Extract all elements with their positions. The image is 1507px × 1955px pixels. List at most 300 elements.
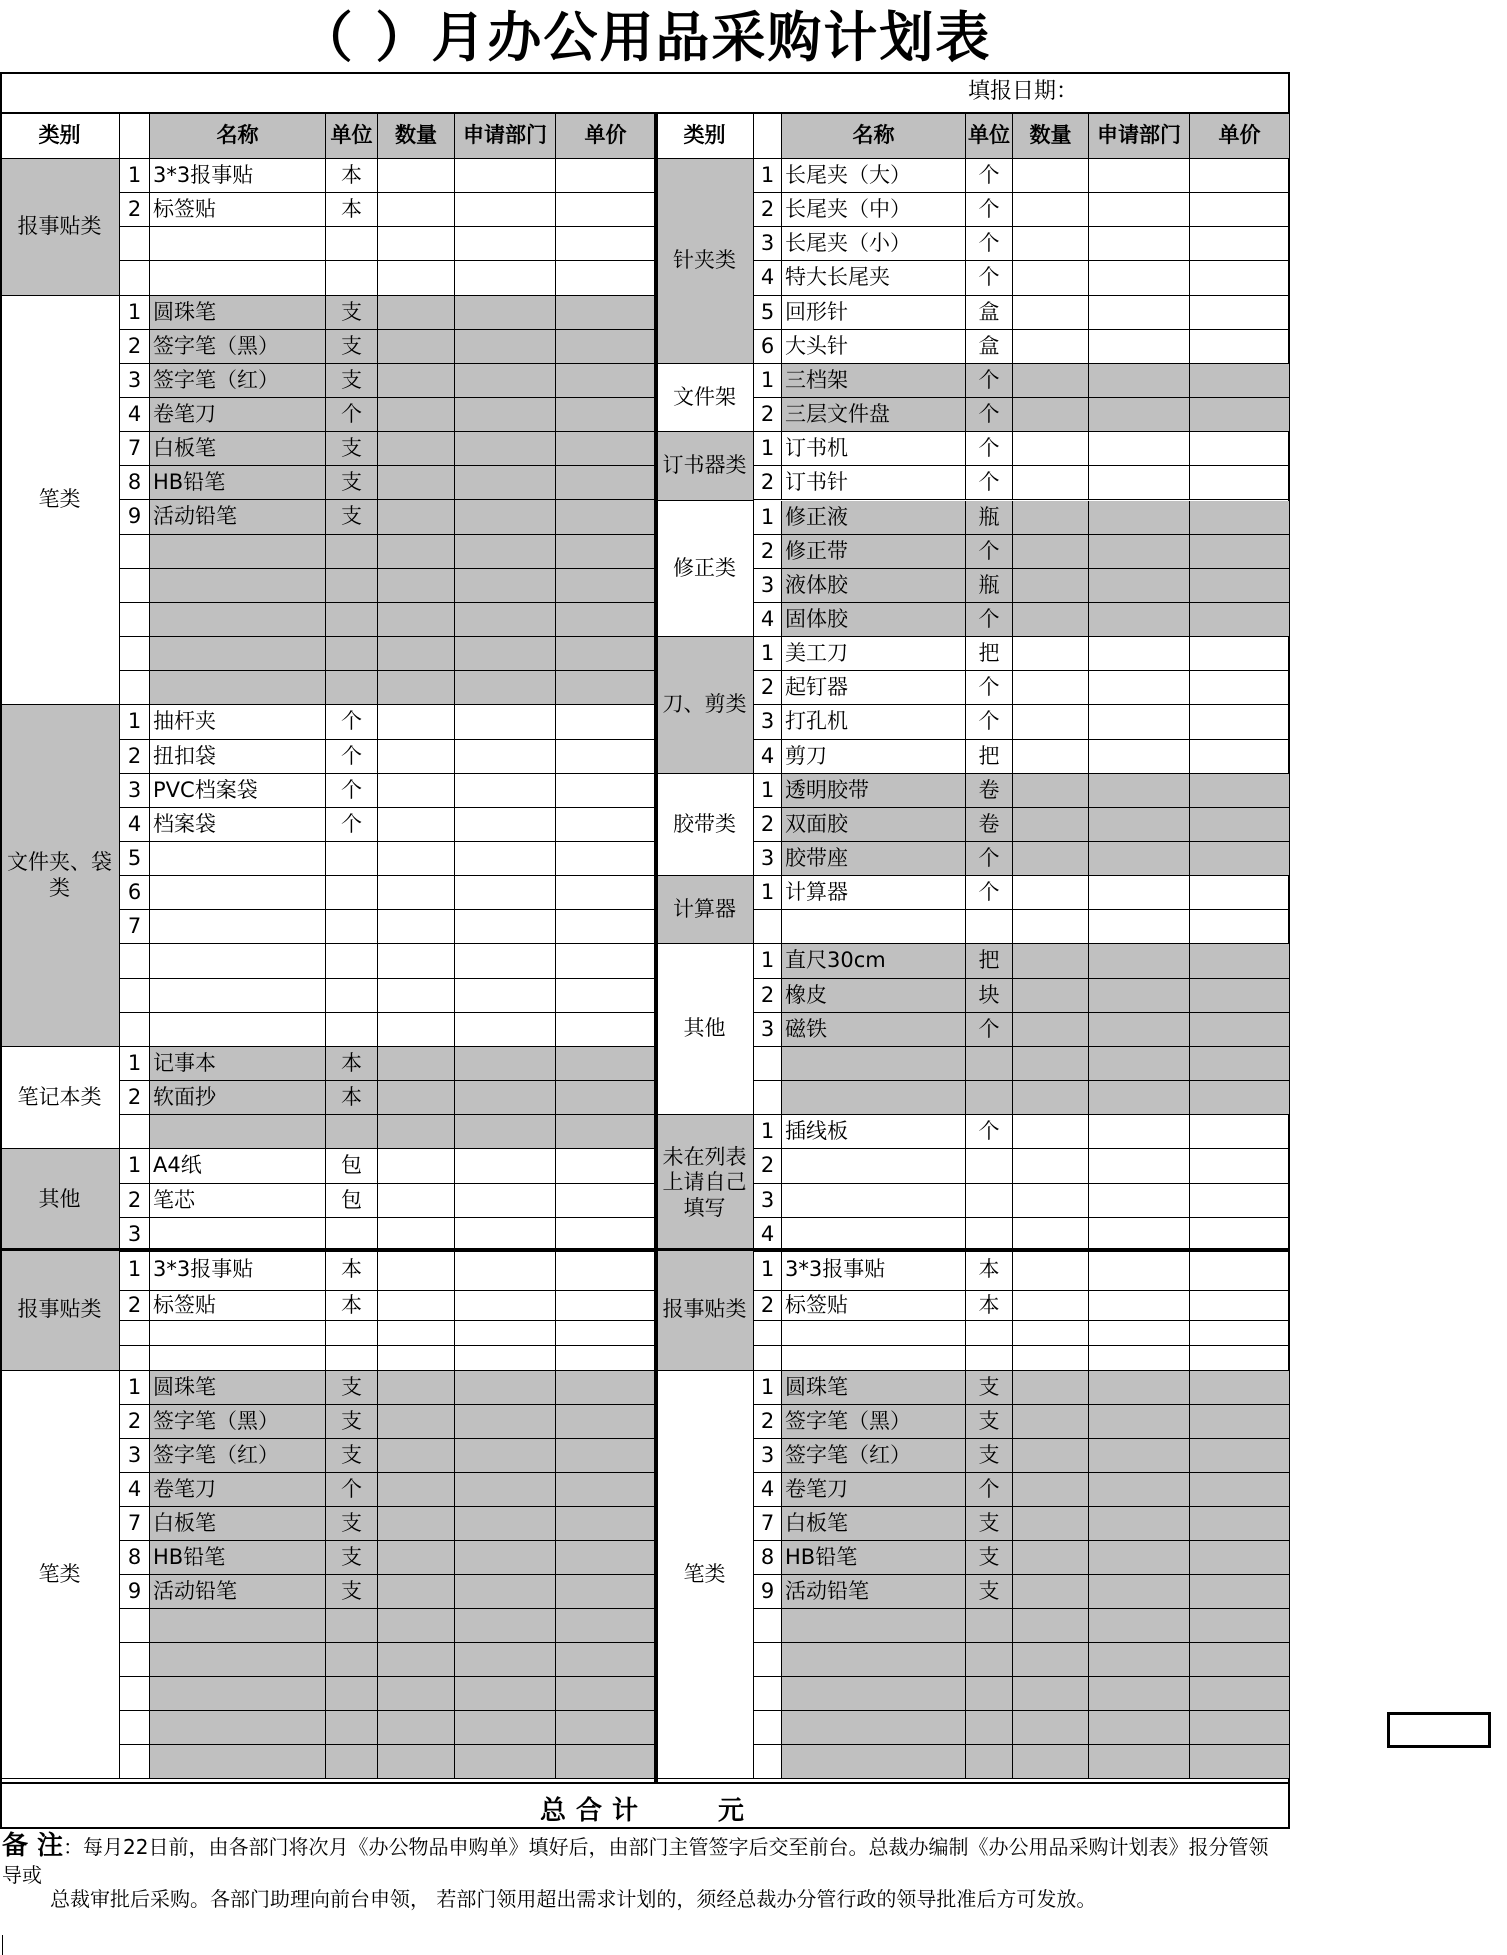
bottom-left-quantity-input[interactable] <box>378 1321 455 1346</box>
left-department-input[interactable] <box>455 979 556 1013</box>
bottom-right-row-no <box>754 1346 782 1371</box>
left-department-input[interactable] <box>455 569 556 603</box>
bottom-right-price-input[interactable] <box>1190 1745 1290 1779</box>
right-price-input[interactable] <box>1190 1047 1290 1081</box>
bottom-right-quantity-input[interactable] <box>1013 1575 1089 1609</box>
bottom-right-price-input[interactable] <box>1190 1346 1290 1371</box>
bottom-right-department-input[interactable] <box>1089 1321 1190 1346</box>
left-price-input[interactable] <box>556 398 656 432</box>
left-quantity-input[interactable] <box>378 876 455 910</box>
left-quantity-input[interactable] <box>378 979 455 1013</box>
right-department-input[interactable] <box>1089 193 1190 227</box>
bottom-right-quantity-input[interactable] <box>1013 1371 1089 1405</box>
left-price-input[interactable] <box>556 808 656 842</box>
bottom-left-department-input[interactable] <box>455 1250 556 1291</box>
right-quantity-input[interactable] <box>1013 808 1089 842</box>
right-department-input[interactable] <box>1089 432 1190 466</box>
left-quantity-input[interactable] <box>378 261 455 296</box>
bottom-left-quantity-input[interactable] <box>378 1745 455 1779</box>
left-department-input[interactable] <box>455 159 556 193</box>
left-department-input[interactable] <box>455 808 556 842</box>
right-quantity-input[interactable] <box>1013 603 1089 637</box>
left-quantity-input[interactable] <box>378 1081 455 1115</box>
bottom-left-quantity-input[interactable] <box>378 1250 455 1291</box>
left-price-input[interactable] <box>556 261 656 296</box>
right-quantity-input[interactable] <box>1013 979 1089 1013</box>
left-quantity-input[interactable] <box>378 330 455 364</box>
left-quantity-input[interactable] <box>378 398 455 432</box>
right-department-input[interactable] <box>1089 1184 1190 1218</box>
right-price-input[interactable] <box>1190 979 1290 1013</box>
right-department-input[interactable] <box>1089 227 1190 261</box>
right-department-input[interactable] <box>1089 398 1190 432</box>
bottom-left-price-input[interactable] <box>556 1745 656 1779</box>
left-price-input[interactable] <box>556 1149 656 1184</box>
left-quantity-input[interactable] <box>378 227 455 261</box>
left-department-input[interactable] <box>455 740 556 774</box>
bottom-right-department-input[interactable] <box>1089 1609 1190 1643</box>
left-department-input[interactable] <box>455 944 556 979</box>
left-price-input[interactable] <box>556 569 656 603</box>
bottom-right-quantity-input[interactable] <box>1013 1745 1089 1779</box>
right-quantity-input[interactable] <box>1013 637 1089 671</box>
left-department-input[interactable] <box>455 671 556 705</box>
right-item-unit <box>966 1081 1013 1115</box>
bottom-left-department-input[interactable] <box>455 1745 556 1779</box>
bottom-left-department-input[interactable] <box>455 1439 556 1473</box>
bottom-left-price-input[interactable] <box>556 1711 656 1745</box>
right-department-input[interactable] <box>1089 842 1190 876</box>
left-quantity-input[interactable] <box>378 705 455 740</box>
left-quantity-input[interactable] <box>378 1218 455 1252</box>
left-department-input[interactable] <box>455 466 556 500</box>
left-department-input[interactable] <box>455 1218 556 1252</box>
bottom-left-quantity-input[interactable] <box>378 1473 455 1507</box>
bottom-right-price-input[interactable] <box>1190 1507 1290 1541</box>
left-price-input[interactable] <box>556 671 656 705</box>
bottom-left-quantity-input[interactable] <box>378 1677 455 1711</box>
left-price-input[interactable] <box>556 979 656 1013</box>
right-price-input[interactable] <box>1190 569 1290 603</box>
bottom-right-item-name: 3*3报事贴 <box>782 1250 966 1291</box>
right-quantity-input[interactable] <box>1013 1047 1089 1081</box>
right-price-input[interactable] <box>1190 671 1290 705</box>
right-department-input[interactable] <box>1089 979 1190 1013</box>
left-price-input[interactable] <box>556 603 656 637</box>
left-quantity-input[interactable] <box>378 740 455 774</box>
bottom-right-price-input[interactable] <box>1190 1677 1290 1711</box>
right-price-input[interactable] <box>1190 296 1290 330</box>
bottom-left-quantity-input[interactable] <box>378 1643 455 1677</box>
right-quantity-input[interactable] <box>1013 364 1089 398</box>
right-department-input[interactable] <box>1089 603 1190 637</box>
right-department-input[interactable] <box>1089 1081 1190 1115</box>
right-price-input[interactable] <box>1190 842 1290 876</box>
right-quantity-input[interactable] <box>1013 501 1089 535</box>
left-price-input[interactable] <box>556 876 656 910</box>
bottom-right-department-input[interactable] <box>1089 1346 1190 1371</box>
bottom-right-price-input[interactable] <box>1190 1439 1290 1473</box>
left-department-input[interactable] <box>455 330 556 364</box>
bottom-right-quantity-input[interactable] <box>1013 1473 1089 1507</box>
right-price-input[interactable] <box>1190 261 1290 296</box>
right-department-input[interactable] <box>1089 1115 1190 1149</box>
left-price-input[interactable] <box>556 842 656 876</box>
right-department-input[interactable] <box>1089 296 1190 330</box>
bottom-left-price-input[interactable] <box>556 1346 656 1371</box>
left-price-input[interactable] <box>556 364 656 398</box>
bottom-left-quantity-input[interactable] <box>378 1405 455 1439</box>
right-price-input[interactable] <box>1190 432 1290 466</box>
bottom-left-department-input[interactable] <box>455 1473 556 1507</box>
left-quantity-input[interactable] <box>378 535 455 569</box>
right-department-input[interactable] <box>1089 637 1190 671</box>
right-department-input[interactable] <box>1089 364 1190 398</box>
left-price-input[interactable] <box>556 774 656 808</box>
right-department-input[interactable] <box>1089 535 1190 569</box>
bottom-left-department-input[interactable] <box>455 1711 556 1745</box>
bottom-right-department-input[interactable] <box>1089 1507 1190 1541</box>
bottom-right-quantity-input[interactable] <box>1013 1291 1089 1321</box>
right-price-input[interactable] <box>1190 876 1290 910</box>
bottom-left-quantity-input[interactable] <box>378 1439 455 1473</box>
left-quantity-input[interactable] <box>378 671 455 705</box>
bottom-left-quantity-input[interactable] <box>378 1291 455 1321</box>
bottom-left-quantity-input[interactable] <box>378 1346 455 1371</box>
left-quantity-input[interactable] <box>378 774 455 808</box>
right-price-input[interactable] <box>1190 944 1290 979</box>
right-price-input[interactable] <box>1190 910 1290 944</box>
bottom-left-row-no <box>120 1321 150 1346</box>
right-department-input[interactable] <box>1089 1047 1190 1081</box>
right-department-input[interactable] <box>1089 261 1190 296</box>
bottom-right-price-input[interactable] <box>1190 1291 1290 1321</box>
left-price-input[interactable] <box>556 1047 656 1081</box>
left-department-input[interactable] <box>455 500 556 535</box>
right-department-input[interactable] <box>1089 876 1190 910</box>
right-quantity-input[interactable] <box>1013 569 1089 603</box>
right-department-input[interactable] <box>1089 705 1190 740</box>
bottom-left-quantity-input[interactable] <box>378 1371 455 1405</box>
left-department-input[interactable] <box>455 603 556 637</box>
right-quantity-input[interactable] <box>1013 671 1089 705</box>
right-department-input[interactable] <box>1089 330 1190 364</box>
right-quantity-input[interactable] <box>1013 1013 1089 1047</box>
left-price-input[interactable] <box>556 227 656 261</box>
right-quantity-input[interactable] <box>1013 944 1089 979</box>
left-row-no <box>120 944 150 979</box>
right-quantity-input[interactable] <box>1013 740 1089 774</box>
right-quantity-input[interactable] <box>1013 1184 1089 1218</box>
left-quantity-input[interactable] <box>378 944 455 979</box>
right-quantity-input[interactable] <box>1013 227 1089 261</box>
left-quantity-input[interactable] <box>378 808 455 842</box>
left-price-input[interactable] <box>556 159 656 193</box>
bottom-left-department-input[interactable] <box>455 1291 556 1321</box>
bottom-right-price-input[interactable] <box>1190 1405 1290 1439</box>
bottom-left-price-input[interactable] <box>556 1677 656 1711</box>
right-quantity-input[interactable] <box>1013 1149 1089 1184</box>
bottom-right-price-input[interactable] <box>1190 1473 1290 1507</box>
bottom-right-department-input[interactable] <box>1089 1291 1190 1321</box>
bottom-left-department-input[interactable] <box>455 1575 556 1609</box>
right-quantity-input[interactable] <box>1013 774 1089 808</box>
left-quantity-input[interactable] <box>378 637 455 671</box>
bottom-left-price-input[interactable] <box>556 1405 656 1439</box>
bottom-right-quantity-input[interactable] <box>1013 1507 1089 1541</box>
right-price-input[interactable] <box>1190 637 1290 671</box>
bottom-right-quantity-input[interactable] <box>1013 1346 1089 1371</box>
left-price-input[interactable] <box>556 466 656 500</box>
left-quantity-input[interactable] <box>378 1047 455 1081</box>
right-price-input[interactable] <box>1190 501 1290 535</box>
right-price-input[interactable] <box>1190 398 1290 432</box>
bottom-left-department-input[interactable] <box>455 1643 556 1677</box>
right-quantity-input[interactable] <box>1013 1081 1089 1115</box>
right-price-input[interactable] <box>1190 159 1290 193</box>
left-department-input[interactable] <box>455 1184 556 1218</box>
bottom-right-quantity-input[interactable] <box>1013 1643 1089 1677</box>
bottom-right-department-input[interactable] <box>1089 1541 1190 1575</box>
bottom-right-department-input[interactable] <box>1089 1575 1190 1609</box>
left-price-input[interactable] <box>556 637 656 671</box>
bottom-left-quantity-input[interactable] <box>378 1609 455 1643</box>
left-quantity-input[interactable] <box>378 1149 455 1184</box>
bottom-left-quantity-input[interactable] <box>378 1711 455 1745</box>
right-quantity-input[interactable] <box>1013 296 1089 330</box>
bottom-left-department-input[interactable] <box>455 1677 556 1711</box>
right-price-input[interactable] <box>1190 1081 1290 1115</box>
bottom-left-quantity-input[interactable] <box>378 1507 455 1541</box>
bottom-left-department-input[interactable] <box>455 1371 556 1405</box>
left-price-input[interactable] <box>556 500 656 535</box>
left-quantity-input[interactable] <box>378 193 455 227</box>
left-price-input[interactable] <box>556 432 656 466</box>
left-price-input[interactable] <box>556 944 656 979</box>
right-department-input[interactable] <box>1089 1218 1190 1252</box>
right-quantity-input[interactable] <box>1013 159 1089 193</box>
right-item-name: 订书针 <box>782 466 966 500</box>
left-department-input[interactable] <box>455 774 556 808</box>
left-price-input[interactable] <box>556 1013 656 1047</box>
left-quantity-input[interactable] <box>378 159 455 193</box>
right-department-input[interactable] <box>1089 740 1190 774</box>
left-department-input[interactable] <box>455 296 556 330</box>
right-quantity-input[interactable] <box>1013 876 1089 910</box>
bottom-right-quantity-input[interactable] <box>1013 1609 1089 1643</box>
right-price-input[interactable] <box>1190 603 1290 637</box>
bottom-left-price-input[interactable] <box>556 1575 656 1609</box>
bottom-right-quantity-input[interactable] <box>1013 1439 1089 1473</box>
left-department-input[interactable] <box>455 705 556 740</box>
right-quantity-input[interactable] <box>1013 330 1089 364</box>
right-price-input[interactable] <box>1190 1184 1290 1218</box>
left-quantity-input[interactable] <box>378 1184 455 1218</box>
left-quantity-input[interactable] <box>378 364 455 398</box>
bottom-left-price-input[interactable] <box>556 1541 656 1575</box>
right-price-input[interactable] <box>1190 740 1290 774</box>
bottom-left-price-input[interactable] <box>556 1439 656 1473</box>
left-quantity-input[interactable] <box>378 910 455 944</box>
right-department-input[interactable] <box>1089 159 1190 193</box>
right-quantity-input[interactable] <box>1013 1218 1089 1252</box>
left-quantity-input[interactable] <box>378 500 455 535</box>
right-department-input[interactable] <box>1089 1149 1190 1184</box>
left-price-input[interactable] <box>556 1115 656 1149</box>
right-department-input[interactable] <box>1089 808 1190 842</box>
left-quantity-input[interactable] <box>378 603 455 637</box>
bottom-right-price-input[interactable] <box>1190 1541 1290 1575</box>
bottom-right-quantity-input[interactable] <box>1013 1541 1089 1575</box>
bottom-left-price-input[interactable] <box>556 1609 656 1643</box>
right-header-price: 单价 <box>1190 114 1290 159</box>
left-quantity-input[interactable] <box>378 1013 455 1047</box>
right-quantity-input[interactable] <box>1013 705 1089 740</box>
right-price-input[interactable] <box>1190 808 1290 842</box>
right-department-input[interactable] <box>1089 501 1190 535</box>
right-department-input[interactable] <box>1089 671 1190 705</box>
left-item-unit: 本 <box>326 1081 378 1115</box>
bottom-right-department-input[interactable] <box>1089 1677 1190 1711</box>
right-quantity-input[interactable] <box>1013 910 1089 944</box>
bottom-right-department-input[interactable] <box>1089 1405 1190 1439</box>
left-department-input[interactable] <box>455 432 556 466</box>
bottom-right-department-input[interactable] <box>1089 1371 1190 1405</box>
left-department-input[interactable] <box>455 1081 556 1115</box>
right-price-input[interactable] <box>1190 1149 1290 1184</box>
right-quantity-input[interactable] <box>1013 432 1089 466</box>
bottom-right-quantity-input[interactable] <box>1013 1405 1089 1439</box>
left-price-input[interactable] <box>556 1184 656 1218</box>
left-department-input[interactable] <box>455 637 556 671</box>
left-quantity-input[interactable] <box>378 466 455 500</box>
left-department-input[interactable] <box>455 261 556 296</box>
bottom-right-quantity-input[interactable] <box>1013 1321 1089 1346</box>
left-department-input[interactable] <box>455 1047 556 1081</box>
bottom-right-price-input[interactable] <box>1190 1371 1290 1405</box>
bottom-right-department-input[interactable] <box>1089 1711 1190 1745</box>
bottom-left-price-input[interactable] <box>556 1321 656 1346</box>
right-price-input[interactable] <box>1190 1218 1290 1252</box>
bottom-right-department-input[interactable] <box>1089 1643 1190 1677</box>
left-department-input[interactable] <box>455 1149 556 1184</box>
right-department-input[interactable] <box>1089 569 1190 603</box>
bottom-left-department-input[interactable] <box>455 1405 556 1439</box>
left-department-input[interactable] <box>455 1115 556 1149</box>
left-quantity-input[interactable] <box>378 569 455 603</box>
right-department-input[interactable] <box>1089 1013 1190 1047</box>
right-price-input[interactable] <box>1190 193 1290 227</box>
bottom-right-quantity-input[interactable] <box>1013 1250 1089 1291</box>
bottom-left-department-input[interactable] <box>455 1609 556 1643</box>
left-price-input[interactable] <box>556 740 656 774</box>
bottom-right-price-input[interactable] <box>1190 1711 1290 1745</box>
right-price-input[interactable] <box>1190 330 1290 364</box>
left-department-input[interactable] <box>455 910 556 944</box>
left-item-unit <box>326 569 378 603</box>
left-department-input[interactable] <box>455 364 556 398</box>
bottom-left-price-input[interactable] <box>556 1473 656 1507</box>
left-quantity-input[interactable] <box>378 1115 455 1149</box>
right-price-input[interactable] <box>1190 535 1290 569</box>
right-quantity-input[interactable] <box>1013 535 1089 569</box>
left-department-input[interactable] <box>455 535 556 569</box>
left-department-input[interactable] <box>455 227 556 261</box>
right-price-input[interactable] <box>1190 774 1290 808</box>
left-quantity-input[interactable] <box>378 842 455 876</box>
right-quantity-input[interactable] <box>1013 842 1089 876</box>
bottom-right-price-input[interactable] <box>1190 1643 1290 1677</box>
right-department-input[interactable] <box>1089 910 1190 944</box>
left-price-input[interactable] <box>556 330 656 364</box>
bottom-left-price-input[interactable] <box>556 1507 656 1541</box>
right-quantity-input[interactable] <box>1013 466 1089 500</box>
right-quantity-input[interactable] <box>1013 398 1089 432</box>
left-price-input[interactable] <box>556 296 656 330</box>
bottom-right-price-input[interactable] <box>1190 1250 1290 1291</box>
right-price-input[interactable] <box>1190 705 1290 740</box>
bottom-left-price-input[interactable] <box>556 1291 656 1321</box>
bottom-right-price-input[interactable] <box>1190 1575 1290 1609</box>
left-price-input[interactable] <box>556 1081 656 1115</box>
right-row-no: 1 <box>754 364 782 398</box>
right-price-input[interactable] <box>1190 1013 1290 1047</box>
bottom-left-department-input[interactable] <box>455 1541 556 1575</box>
left-department-input[interactable] <box>455 842 556 876</box>
right-department-input[interactable] <box>1089 774 1190 808</box>
bottom-right-price-input[interactable] <box>1190 1321 1290 1346</box>
left-price-input[interactable] <box>556 910 656 944</box>
bottom-right-quantity-input[interactable] <box>1013 1677 1089 1711</box>
left-price-input[interactable] <box>556 535 656 569</box>
left-department-input[interactable] <box>455 398 556 432</box>
right-quantity-input[interactable] <box>1013 1115 1089 1149</box>
left-quantity-input[interactable] <box>378 432 455 466</box>
left-price-input[interactable] <box>556 705 656 740</box>
bottom-left-price-input[interactable] <box>556 1250 656 1291</box>
bottom-left-price-input[interactable] <box>556 1643 656 1677</box>
right-quantity-input[interactable] <box>1013 261 1089 296</box>
bottom-left-quantity-input[interactable] <box>378 1575 455 1609</box>
left-quantity-input[interactable] <box>378 296 455 330</box>
right-price-input[interactable] <box>1190 227 1290 261</box>
bottom-right-price-input[interactable] <box>1190 1609 1290 1643</box>
bottom-left-quantity-input[interactable] <box>378 1541 455 1575</box>
bottom-left-department-input[interactable] <box>455 1507 556 1541</box>
left-price-input[interactable] <box>556 193 656 227</box>
right-department-input[interactable] <box>1089 944 1190 979</box>
bottom-left-department-input[interactable] <box>455 1321 556 1346</box>
bottom-right-department-input[interactable] <box>1089 1473 1190 1507</box>
right-row-no: 2 <box>754 466 782 500</box>
left-department-input[interactable] <box>455 876 556 910</box>
left-department-input[interactable] <box>455 1013 556 1047</box>
right-quantity-input[interactable] <box>1013 193 1089 227</box>
right-price-input[interactable] <box>1190 364 1290 398</box>
bottom-right-department-input[interactable] <box>1089 1250 1190 1291</box>
left-price-input[interactable] <box>556 1218 656 1252</box>
bottom-left-department-input[interactable] <box>455 1346 556 1371</box>
bottom-right-department-input[interactable] <box>1089 1745 1190 1779</box>
right-price-input[interactable] <box>1190 466 1290 500</box>
left-department-input[interactable] <box>455 193 556 227</box>
right-department-input[interactable] <box>1089 466 1190 500</box>
bottom-left-price-input[interactable] <box>556 1371 656 1405</box>
right-row-no: 1 <box>754 876 782 910</box>
bottom-right-quantity-input[interactable] <box>1013 1711 1089 1745</box>
bottom-right-department-input[interactable] <box>1089 1439 1190 1473</box>
right-price-input[interactable] <box>1190 1115 1290 1149</box>
